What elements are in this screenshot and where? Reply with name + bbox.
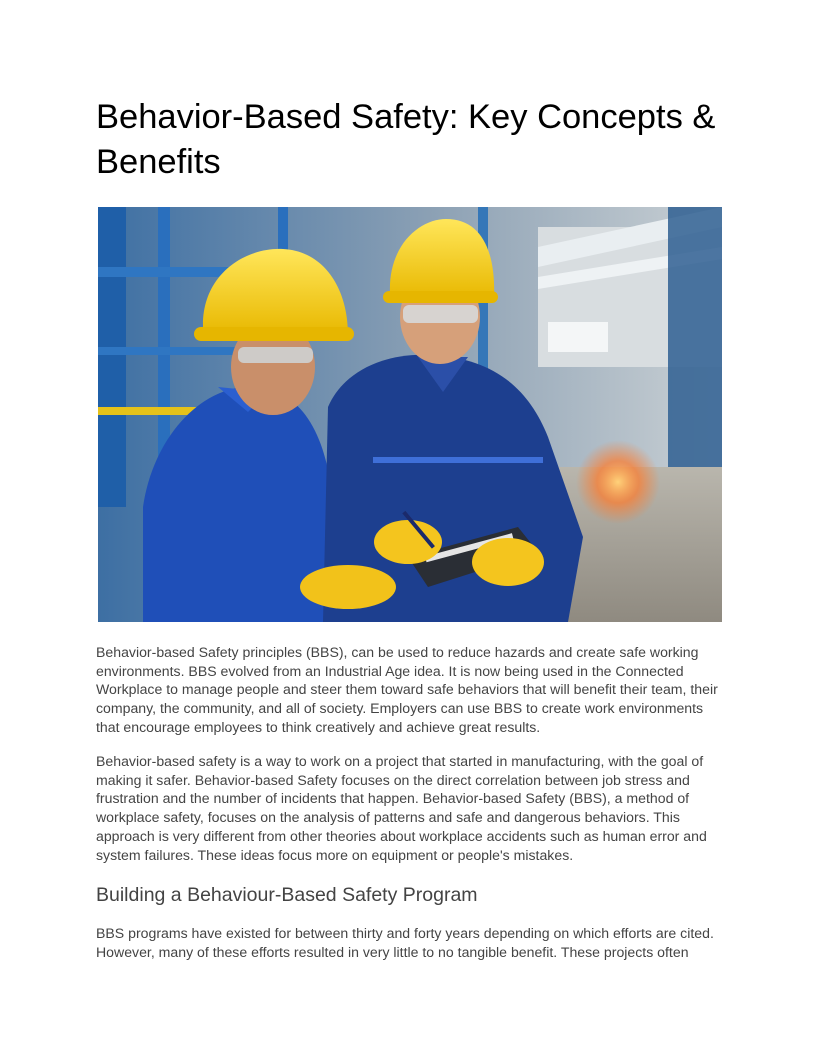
body-paragraph: Behavior-based safety is a way to work on a project that started in manufacturing, with the goal of making it safer. Behavior-based Safety focuses on the direct correlation between job stress and frustration and the number of incidents that happen. Behavior-based Safety (BBS), a method of workplace safety, focuses on the analysis of patterns and safe and dangerous behaviors. This approach is very different from other theories about workplace accidents such as human error and system failures. These ideas focus more on equipment or people's mistakes. [96,753,707,863]
intro-paragraph: Behavior-based Safety principles (BBS), can be used to reduce hazards and create safe working environments. BBS evolved from an Industrial Age idea. It is now being used in the Connected Workplace to manage people and steer them toward safe behaviors that will benefit their team, their company, the community, and all of society. Employers can use BBS to create work environments that encourage employees to think creatively and achieve great results. [96,644,718,735]
section-paragraph: BBS programs have existed for between thirty and forty years depending on which efforts are cited. However, many of these efforts resulted in very little to no tangible benefit. These projects often [96,925,714,960]
section-heading: Building a Behaviour-Based Safety Program [96,884,478,906]
hero-image [98,207,722,622]
document-title: Behavior-Based Safety: Key Concepts & Benefits [96,98,716,181]
workers-illustration [98,207,722,622]
